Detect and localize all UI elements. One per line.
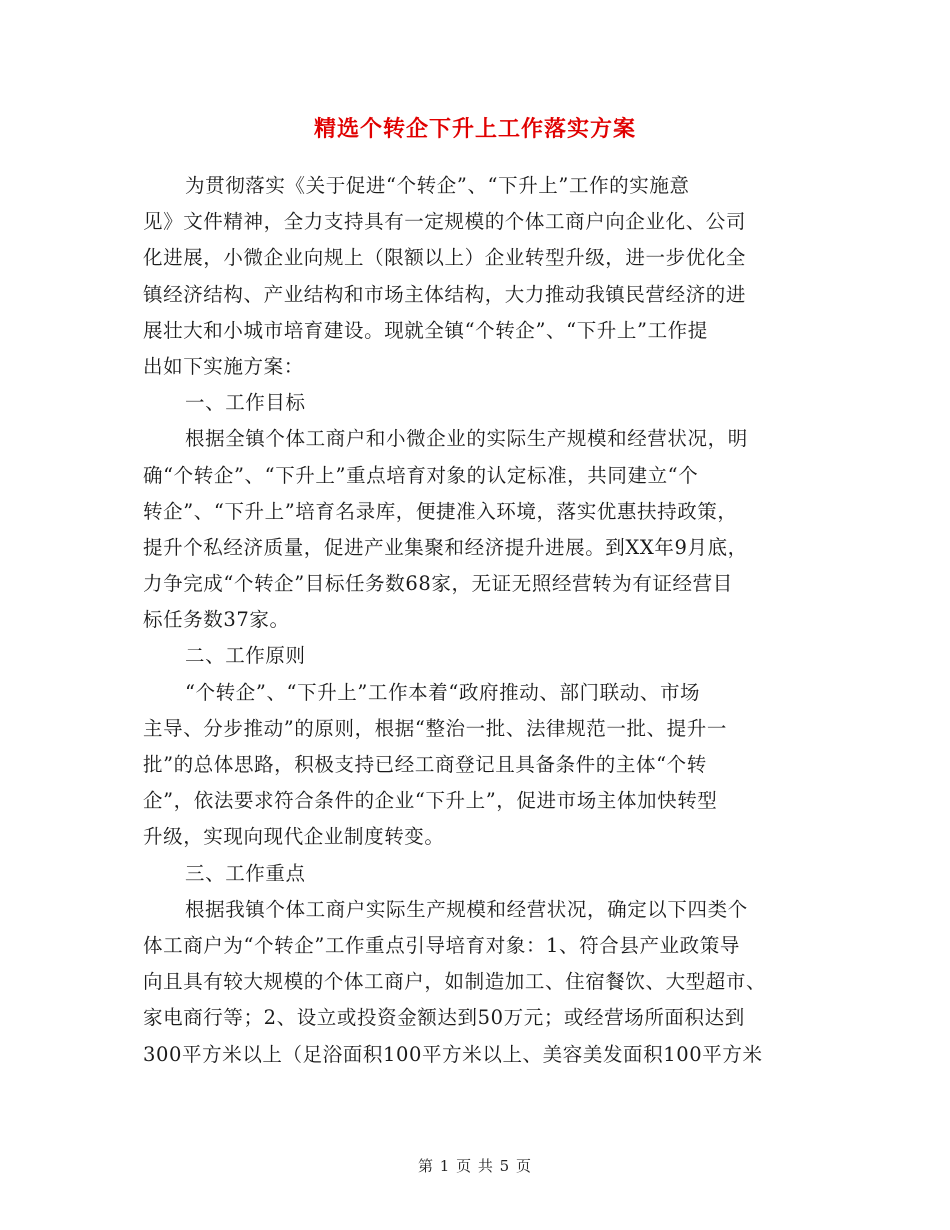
paragraph-line: 向且具有较大规模的个体工商户，如制造加工、住宿餐饮、大型超市、 bbox=[143, 970, 767, 994]
paragraph-line: 化进展，小微企业向规上（限额以上）企业转型升级，进一步优化全 bbox=[143, 246, 747, 270]
section-heading: 三、工作重点 bbox=[185, 861, 306, 885]
document-title: 精选个转企下升上工作落实方案 bbox=[313, 116, 636, 142]
page-footer: 第 1 页 共 5 页 bbox=[418, 1157, 532, 1175]
paragraph-line: “个转企”、“下升上”工作本着“政府推动、部门联动、市场 bbox=[185, 680, 701, 704]
paragraph-line: 根据我镇个体工商户实际生产规模和经营状况，确定以下四类个 bbox=[185, 897, 748, 921]
paragraph-line: 见》文件精神，全力支持具有一定规模的个体工商户向企业化、公司 bbox=[143, 210, 747, 234]
paragraph-line: 力争完成“个转企”目标任务数68家，无证无照经营转为有证经营目 bbox=[143, 572, 733, 596]
section-heading: 一、工作目标 bbox=[185, 391, 306, 415]
paragraph-line: 升级，实现向现代企业制度转变。 bbox=[143, 825, 445, 849]
paragraph-line: 确“个转企”、“下升上”重点培育对象的认定标准，共同建立“个 bbox=[143, 463, 699, 487]
paragraph-line: 主导、分步推动”的原则，根据“整治一批、法律规范一批、提升一 bbox=[143, 716, 727, 740]
paragraph-line: 转企”、“下升上”培育名录库，便捷准入环境，落实优惠扶持政策， bbox=[143, 499, 738, 523]
paragraph-line: 标任务数37家。 bbox=[143, 608, 290, 632]
paragraph-line: 家电商行等；2、设立或投资金额达到50万元；或经营场所面积达到 bbox=[143, 1006, 745, 1030]
paragraph-line: 企”，依法要求符合条件的企业“下升上”，促进市场主体加快转型 bbox=[143, 789, 718, 813]
paragraph-line: 镇经济结构、产业结构和市场主体结构，大力推动我镇民营经济的进 bbox=[143, 282, 747, 306]
paragraph-line: 体工商户为“个转企”工作重点引导培育对象：1、符合县产业政策导 bbox=[143, 933, 740, 957]
paragraph-line: 提升个私经济质量，促进产业集聚和经济提升进展。到XX年9月底， bbox=[143, 535, 748, 559]
paragraph-line: 批”的总体思路，积极支持已经工商登记且具备条件的主体“个转 bbox=[143, 753, 707, 776]
paragraph-line: 展壮大和小城市培育建设。现就全镇“个转企”、“下升上”工作提 bbox=[143, 318, 708, 342]
section-heading: 二、工作原则 bbox=[185, 644, 306, 668]
paragraph-line: 出如下实施方案： bbox=[143, 354, 304, 378]
paragraph-line: 为贯彻落实《关于促进“个转企”、“下升上”工作的实施意 bbox=[185, 174, 690, 197]
paragraph-line: 根据全镇个体工商户和小微企业的实际生产规模和经营状况，明 bbox=[185, 427, 748, 451]
document-body bbox=[143, 168, 803, 1073]
paragraph-line: 300平方米以上（足浴面积100平方米以上、美容美发面积100平方米 bbox=[143, 1042, 763, 1066]
